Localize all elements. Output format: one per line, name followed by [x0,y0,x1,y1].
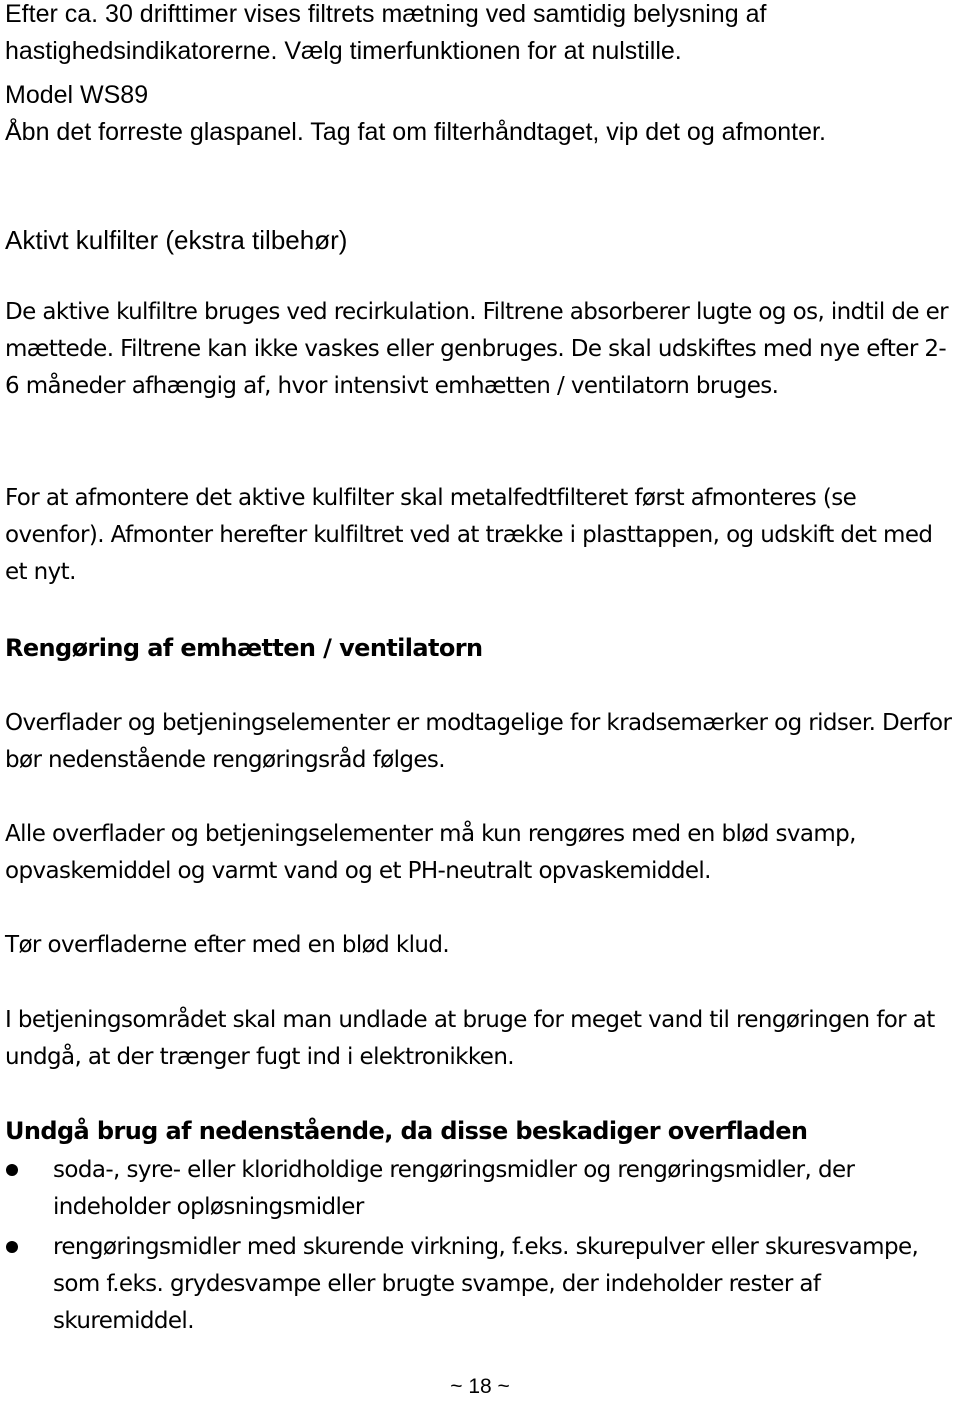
list-item-text: soda-, syre- eller kloridholdige rengøringsmidler og rengøringsmidler, der indeholder opløsningsmidler [53,1157,855,1220]
model-title: Model WS89 [5,81,149,109]
model-instructions: Åbn det forreste glaspanel. Tag fat om filterhåndtaget, vip det og afmonter. [5,118,826,146]
avoid-heading: Undgå brug af nedenstående, da disse beskadiger overfladen [5,1117,808,1145]
intro-paragraph: Efter ca. 30 drifttimer vises filtrets mætning ved samtidig belysning af hastighedsindikatorerne. Vælg timerfunktionen for at nulstille. [5,0,767,65]
cleaning-paragraph-3: Tør overfladerne efter med en blød klud. [5,932,450,958]
cleaning-paragraph-1: Overflader og betjeningselementer er modtagelige for kradsemærker og ridser. Derfor bør nedenstående rengøringsråd følges. [5,710,952,773]
list-item [5,1152,955,1226]
avoid-list [5,1152,955,1343]
carbon-filter-paragraph-2: For at afmontere det aktive kulfilter skal metalfedtfilteret først afmonteres (se ovenfor). Afmonter herefter kulfiltret ved at trække i plasttappen, og udskift det med et nyt. [5,485,933,585]
cleaning-paragraph-2: Alle overflader og betjeningselementer må kun rengøres med en blød svamp, opvaskemiddel og varmt vand og et PH-neutralt opvaskemiddel. [5,821,856,884]
list-item [5,1229,955,1340]
bullet-icon [6,1241,18,1253]
list-item-text: rengøringsmidler med skurende virkning, f.eks. skurepulver eller skuresvampe, som f.eks. grydesvampe eller brugte svampe, der indeholder rester af skuremiddel. [53,1234,919,1334]
page-number: ~ 18 ~ [450,1375,510,1398]
cleaning-paragraph-4: I betjeningsområdet skal man undlade at bruge for meget vand til rengøringen for at undgå, at der trænger fugt ind i elektronikken. [5,1007,935,1070]
carbon-filter-heading: Aktivt kulfilter (ekstra tilbehør) [5,225,348,255]
bullet-icon [6,1164,18,1176]
carbon-filter-paragraph-1: De aktive kulfiltre bruges ved recirkulation. Filtrene absorberer lugte og os, indtil de er mættede. Filtrene kan ikke vaskes eller genbruges. De skal udskiftes med nye efter 2-6 måneder afhængig af, hvor intensivt emhætten / ventilatorn bruges. [5,299,949,399]
cleaning-heading: Rengøring af emhætten / ventilatorn [5,634,483,662]
